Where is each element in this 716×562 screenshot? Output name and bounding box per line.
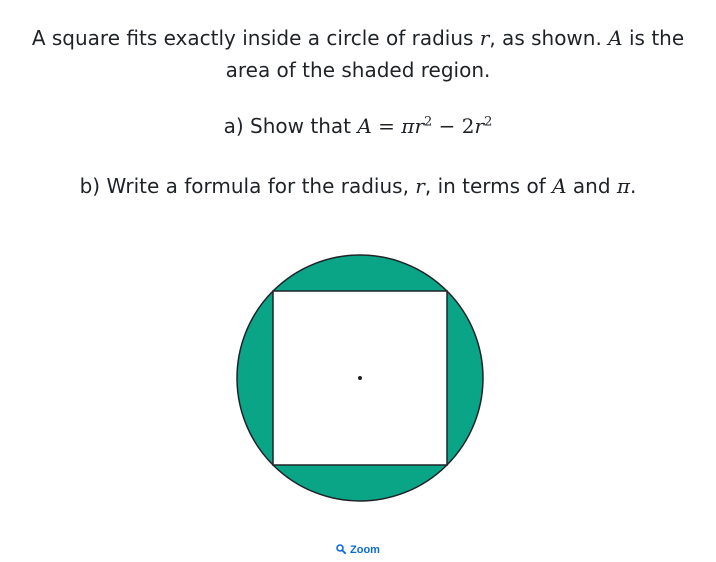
- center-dot: [358, 376, 362, 380]
- part-a-prefix: a) Show that: [223, 114, 358, 138]
- part-a-lhs: A: [357, 114, 372, 138]
- part-b-and: and: [566, 174, 617, 198]
- part-b-pi: π: [616, 174, 631, 198]
- question-text: [0, 22, 716, 202]
- question-intro-line-2: area of the shaded region.: [225, 58, 491, 82]
- part-a-minus: −: [432, 114, 462, 138]
- figure-svg: [230, 248, 490, 508]
- circle-square-figure: [230, 248, 490, 508]
- intro-text-2: , as shown.: [489, 26, 609, 50]
- part-a-exp1: 2: [424, 114, 433, 130]
- part-a: [0, 110, 716, 142]
- part-a-r1: r: [414, 114, 425, 138]
- zoom-label: Zoom: [350, 544, 380, 556]
- intro-text-1: A square fits exactly inside a circle of radius: [31, 26, 480, 50]
- part-b-prefix: b) Write a formula for the radius,: [79, 174, 416, 198]
- intro-text-3: is the: [622, 26, 685, 50]
- part-b-mid: , in terms of: [424, 174, 553, 198]
- variable-r: r: [479, 26, 490, 50]
- part-a-pi: π: [401, 114, 415, 138]
- part-a-exp2: 2: [484, 114, 493, 130]
- part-b: [0, 170, 716, 202]
- part-b-r: r: [415, 174, 425, 198]
- part-a-two: 2: [461, 114, 475, 138]
- part-b-end: .: [630, 174, 637, 198]
- part-b-a: A: [552, 174, 567, 198]
- part-a-r2: r: [474, 114, 485, 138]
- variable-a: A: [608, 26, 623, 50]
- part-a-equals: =: [371, 114, 402, 138]
- search-icon: [336, 544, 346, 554]
- question-intro-line-1: [0, 22, 716, 54]
- zoom-button[interactable]: [0, 544, 716, 556]
